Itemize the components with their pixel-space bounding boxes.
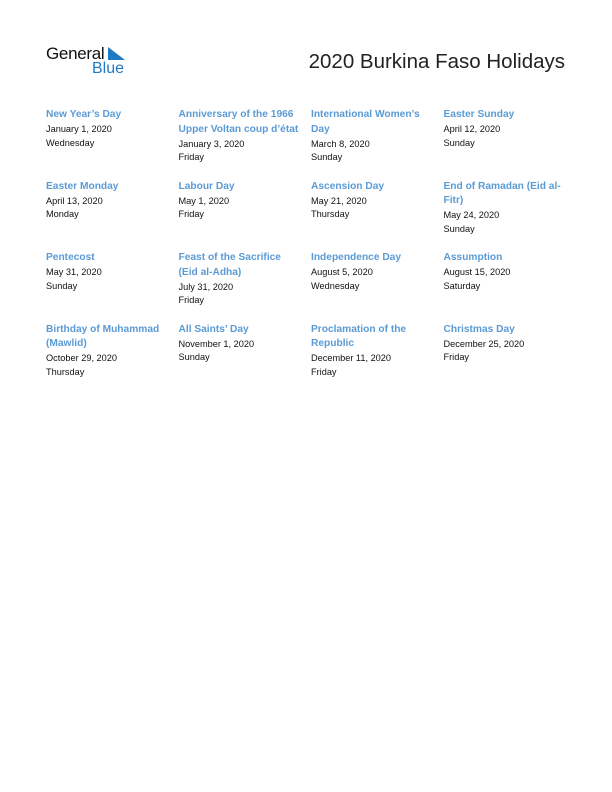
- holiday-date: May 21, 2020: [311, 195, 367, 206]
- holiday-row: [46, 180, 576, 252]
- holiday-date: March 8, 2020: [311, 138, 370, 149]
- holiday-name: Easter Sunday: [443, 109, 515, 120]
- holiday-weekday: Saturday: [443, 280, 481, 291]
- holiday-item: [444, 180, 568, 237]
- holiday-weekday: Wednesday: [46, 137, 95, 148]
- holiday-weekday: Wednesday: [311, 280, 360, 291]
- holiday-name: All Saints’ Day: [178, 323, 249, 335]
- holiday-item: [311, 108, 435, 165]
- holiday-grid: [46, 108, 576, 394]
- holiday-name: Assumption: [443, 252, 503, 263]
- logo: [46, 44, 136, 80]
- holiday-name: Easter Monday: [46, 180, 119, 192]
- holiday-name: Labour Day: [178, 180, 235, 192]
- holiday-date: August 15, 2020: [443, 267, 511, 277]
- holiday-weekday: Friday: [178, 152, 205, 162]
- holiday-weekday: Sunday: [443, 137, 475, 148]
- holiday-date: July 31, 2020: [178, 281, 234, 292]
- page-title: 2020 Burkina Faso Holidays: [308, 50, 565, 73]
- holiday-item: [179, 251, 303, 308]
- holiday-date: May 31, 2020: [46, 267, 102, 277]
- holiday-name: Ascension Day: [311, 180, 385, 192]
- holiday-item: [311, 180, 435, 222]
- holiday-name: New Year’s Day: [46, 109, 122, 120]
- holiday-item: [444, 323, 568, 365]
- holiday-name: Proclamation of the Republic: [311, 323, 407, 349]
- holiday-row: [46, 108, 576, 180]
- holiday-date: November 1, 2020: [178, 338, 255, 349]
- holiday-date: August 5, 2020: [311, 267, 373, 277]
- holiday-weekday: Friday: [443, 352, 470, 362]
- holiday-weekday: Friday: [311, 366, 337, 377]
- holiday-name: Pentecost: [46, 252, 95, 263]
- holiday-date: May 24, 2020: [443, 210, 500, 220]
- holiday-date: January 3, 2020: [178, 138, 245, 149]
- holiday-weekday: Sunday: [443, 223, 475, 234]
- holiday-weekday: Friday: [178, 295, 205, 305]
- holiday-date: January 1, 2020: [46, 124, 112, 134]
- holiday-date: April 12, 2020: [443, 124, 501, 134]
- holiday-date: April 13, 2020: [46, 195, 103, 206]
- holiday-date: May 1, 2020: [178, 195, 230, 206]
- holiday-item: [179, 323, 303, 365]
- holiday-date: October 29, 2020: [46, 353, 117, 363]
- holiday-item: [179, 180, 303, 222]
- holiday-item: [46, 323, 170, 380]
- holiday-weekday: Sunday: [46, 280, 78, 291]
- holiday-name: International Women’s Day: [311, 109, 420, 135]
- holiday-item: [46, 251, 170, 293]
- holiday-name: Feast of the Sacrifice (Eid al-Adha): [178, 252, 281, 278]
- holiday-name: Anniversary of the 1966 Upper Voltan coup d’état: [178, 109, 299, 135]
- holiday-weekday: Sunday: [311, 152, 343, 162]
- holiday-name: Christmas Day: [443, 323, 515, 335]
- holiday-weekday: Thursday: [311, 209, 350, 219]
- holiday-item: [444, 108, 568, 150]
- holiday-date: December 11, 2020: [311, 353, 392, 363]
- holiday-name: Independence Day: [311, 252, 402, 263]
- logo-triangle-icon: [108, 47, 125, 60]
- holiday-item: [179, 108, 303, 165]
- logo-word-general: General: [46, 44, 105, 63]
- holiday-row: [46, 323, 576, 395]
- holiday-item: [311, 323, 435, 380]
- holiday-item: [46, 108, 170, 150]
- holiday-weekday: Friday: [178, 209, 205, 219]
- holiday-date: December 25, 2020: [443, 338, 525, 349]
- holiday-item: [311, 251, 435, 293]
- logo-word-blue: Blue: [92, 60, 125, 77]
- holiday-row: [46, 251, 576, 323]
- holiday-item: [444, 251, 568, 293]
- holiday-weekday: Monday: [46, 209, 79, 219]
- holiday-weekday: Sunday: [178, 352, 210, 362]
- holiday-name: End of Ramadan (Eid al-Fitr): [443, 180, 561, 206]
- holiday-weekday: Thursday: [46, 366, 85, 377]
- holiday-item: [46, 180, 170, 222]
- holiday-name: Birthday of Muhammad (Mawlid): [46, 323, 160, 349]
